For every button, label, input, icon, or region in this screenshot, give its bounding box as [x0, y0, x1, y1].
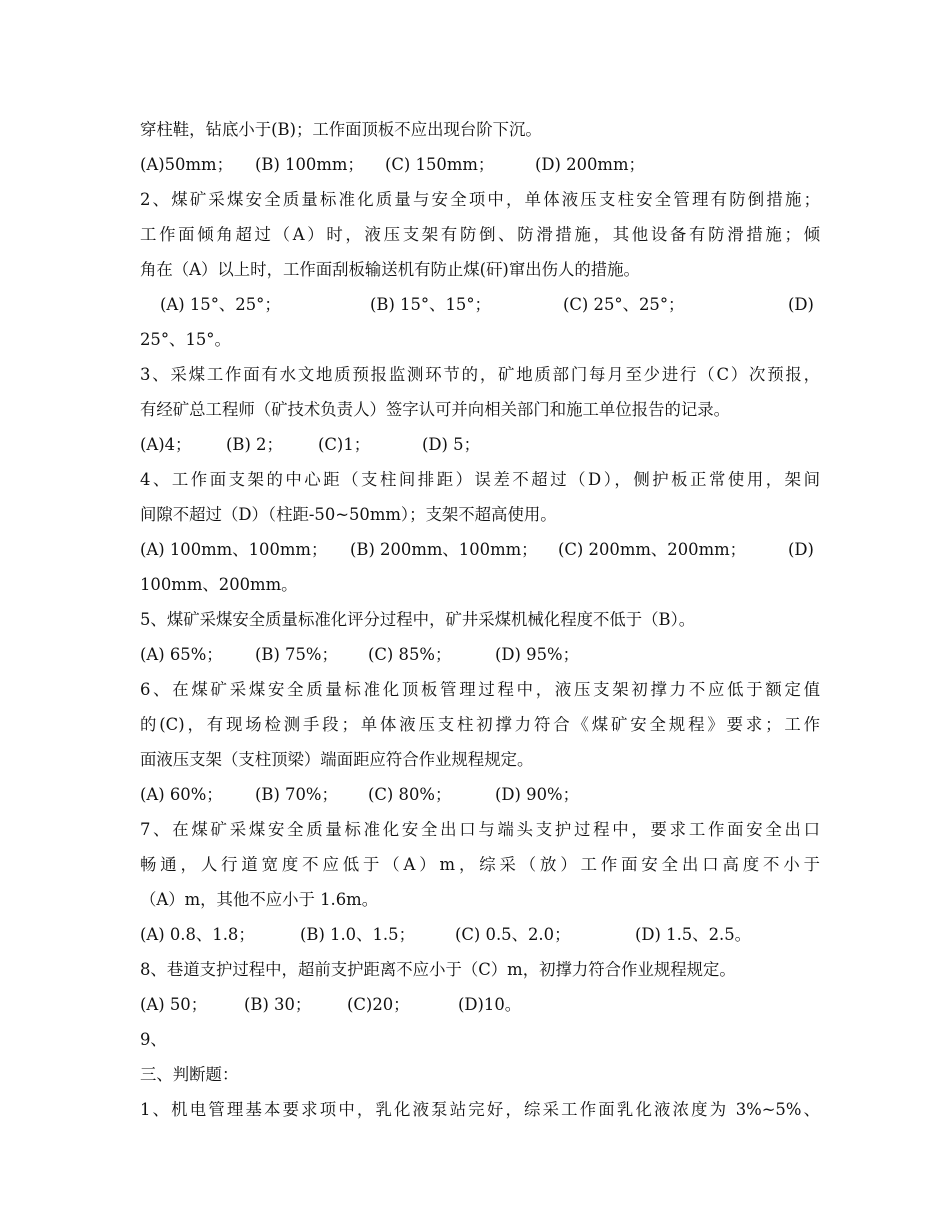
question-3-line-2: 有经矿总工程师（矿技术负责人）签字认可并向相关部门和施工单位报告的记录。: [140, 400, 731, 419]
option-a: (A) 100mm、100mm；: [140, 540, 328, 559]
question-4-line-2: 间隙不超过（D）（柱距-50~50mm）；支架不超高使用。: [140, 505, 557, 524]
option-a: (A)50mm；: [140, 155, 233, 174]
option-b: (B) 1.0、1.5；: [300, 925, 415, 944]
question-9-text: 9、: [140, 1030, 167, 1049]
option-d: (D): [788, 540, 814, 559]
option-b: (B) 75%；: [255, 645, 338, 664]
option-a: (A) 15°、25°；: [160, 295, 281, 314]
option-d: (D) 95%；: [495, 645, 579, 664]
option-d: (D) 200mm；: [535, 155, 645, 174]
option-d: (D) 5；: [422, 435, 480, 454]
section-heading: 三、判断题：: [140, 1065, 239, 1084]
option-c: (C) 150mm；: [385, 155, 495, 174]
option-d: (D): [788, 295, 814, 314]
question-2-line-1: 2、煤矿采煤安全质量标准化质量与安全项中，单体液压支柱安全管理有防倒措施；: [140, 190, 820, 209]
question-7-line-3: （A）m，其他不应小于 1.6m。: [140, 890, 379, 909]
option-b: (B) 100mm；: [255, 155, 364, 174]
option-b: (B) 70%；: [255, 785, 338, 804]
true-false-question-1: 1、机电管理基本要求项中，乳化液泵站完好，综采工作面乳化液浓度为 3%~5%、: [140, 1100, 820, 1119]
option-c: (C) 85%；: [368, 645, 452, 664]
option-c: (C)1；: [318, 435, 371, 454]
question-7-line-2: 畅通，人行道宽度不应低于（A）m，综采（放）工作面安全出口高度不小于: [140, 855, 820, 874]
question-2-line-3: 角在（A）以上时，工作面刮板输送机有防止煤(矸)窜出伤人的措施。: [140, 260, 640, 279]
option-d: (D) 90%；: [495, 785, 579, 804]
question-2-line-2: 工作面倾角超过（A）时，液压支架有防倒、防滑措施，其他设备有防滑措施；倾: [140, 225, 820, 244]
question-6-line-2: 的(C)，有现场检测手段；单体液压支柱初撑力符合《煤矿安全规程》要求；工作: [140, 715, 820, 734]
question-4-line-1: 4、工作面支架的中心距（支柱间排距）误差不超过（D），侧护板正常使用，架间: [140, 470, 820, 489]
option-c: (C) 0.5、2.0；: [455, 925, 571, 944]
option-c: (C) 25°、25°；: [563, 295, 685, 314]
option-a: (A) 0.8、1.8；: [140, 925, 255, 944]
question-5-text: 5、煤矿采煤安全质量标准化评分过程中，矿井采煤机械化程度不低于（B）。: [140, 610, 696, 629]
question-4-options-continued: 100mm、200mm。: [140, 575, 298, 594]
question-3-line-1: 3、采煤工作面有水文地质预报监测环节的，矿地质部门每月至少进行（C）次预报，: [140, 365, 820, 384]
question-6-line-1: 6、在煤矿采煤安全质量标准化顶板管理过程中，液压支架初撑力不应低于额定值: [140, 680, 820, 699]
question-2-options-continued: 25°、15°。: [140, 330, 231, 349]
option-c: (C) 200mm、200mm；: [558, 540, 747, 559]
option-c: (C)20；: [347, 995, 410, 1014]
option-b: (B) 2；: [226, 435, 283, 454]
option-b: (B) 200mm、100mm；: [350, 540, 538, 559]
option-d: (D)10。: [458, 995, 522, 1014]
question-1-text: 穿柱鞋，钻底小于(B)；工作面顶板不应出现台阶下沉。: [140, 120, 542, 139]
option-a: (A) 50；: [140, 995, 208, 1014]
option-d: (D) 1.5、2.5。: [635, 925, 752, 944]
option-b: (B) 30；: [244, 995, 312, 1014]
question-7-line-1: 7、在煤矿采煤安全质量标准化安全出口与端头支护过程中，要求工作面安全出口: [140, 820, 820, 839]
option-a: (A) 60%；: [140, 785, 223, 804]
question-6-line-3: 面液压支架（支柱顶梁）端面距应符合作业规程规定。: [140, 750, 534, 769]
question-8-text: 8、巷道支护过程中，超前支护距离不应小于（C）m，初撑力符合作业规程规定。: [140, 960, 736, 979]
option-a: (A) 65%；: [140, 645, 223, 664]
option-a: (A)4；: [140, 435, 192, 454]
option-c: (C) 80%；: [368, 785, 452, 804]
option-b: (B) 15°、15°；: [370, 295, 491, 314]
